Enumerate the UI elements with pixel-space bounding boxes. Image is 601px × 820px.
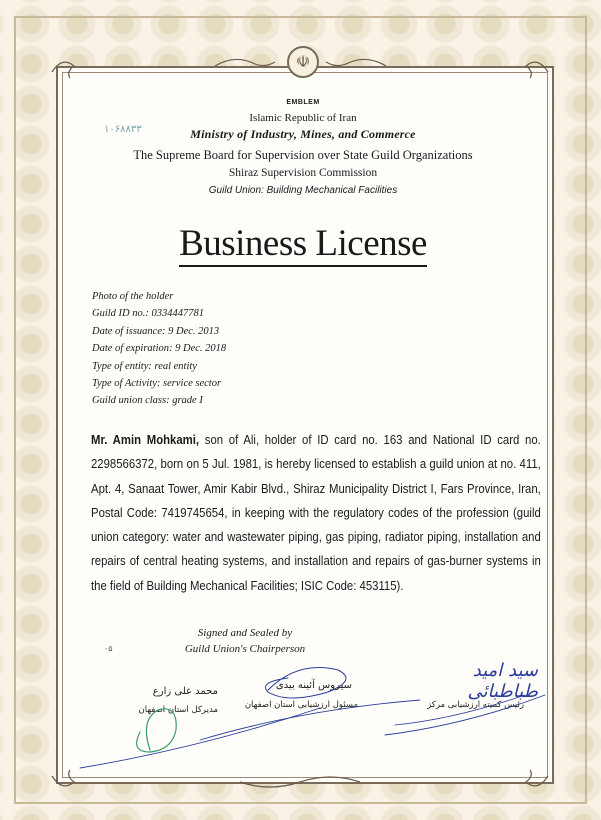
document-title-text: Business License [179, 223, 427, 267]
small-mark: ۰۵ [104, 644, 113, 653]
guild-class: Guild union class: grade I [92, 395, 203, 407]
signature-left-name: محمد علی زارع [152, 686, 218, 697]
entity-type: Type of entity: real entity [92, 360, 197, 372]
holder-info [92, 288, 226, 410]
document-title [56, 222, 550, 265]
signature-right-title: رئیس کمیته ارزشیابی مرکز [427, 700, 524, 710]
emblem-label: EMBLEM [286, 99, 320, 106]
issuance-date: Date of issuance: 9 Dec. 2013 [92, 325, 220, 337]
signature-right-name: سید امید طباطبائی [467, 660, 538, 702]
signature-middle-name: سیروس آئینه بیدی [275, 680, 352, 691]
expiration-date: Date of expiration: 9 Dec. 2018 [92, 343, 227, 355]
supervision-board: The Supreme Board for Supervision over State Guild Organizations [133, 148, 473, 162]
activity-type: Type of Activity: service sector [92, 378, 222, 390]
license-text: son of Ali, holder of ID card no. 163 and National ID card no. 2298566372, born on 5 Jul. 1981, is hereby licensed to establish a guild union at no. 411, Apt. 4, Sanaat Tower, Amir Kabir Blvd., Shiraz Municipality District I, Fars Province, Iran, Postal Code: 7419745654, in keeping with the regulatory codes of the profession (guild union category: water and wastewater piping, gas piping, radiator piping, installation and repairs of central heating systems, and installation and repairs of gas-burner systems in the field of Building Mechanical Facilities; ISIC Code: 453115). [91, 432, 541, 593]
signed-sealed-note [170, 625, 320, 657]
holder-name: Mr. Amin Mohkami, [91, 432, 200, 447]
photo-label: Photo of the holder [92, 291, 174, 302]
emblem-seal [287, 46, 319, 78]
commission-name: Shiraz Supervision Commission [228, 167, 378, 179]
signature-middle-title: مسئول ارزشیابی استان اصفهان [244, 700, 358, 710]
chairperson-line: Guild Union's Chairperson [184, 643, 306, 655]
signature-left-title: مدیرکل استان اصفهان [138, 705, 218, 715]
serial-number: ۱۰۶۸۸۳۳ [104, 124, 142, 135]
guild-union-name: Guild Union: Building Mechanical Facilities [208, 185, 398, 196]
signed-line: Signed and Sealed by [197, 627, 293, 639]
guild-id: Guild ID no.: 0334447781 [92, 308, 204, 320]
emblem-icon: ☫ [295, 54, 311, 71]
country-name: Islamic Republic of Iran [249, 112, 357, 124]
ministry-name: Ministry of Industry, Mines, and Commerce [190, 127, 416, 141]
license-body [91, 428, 541, 598]
